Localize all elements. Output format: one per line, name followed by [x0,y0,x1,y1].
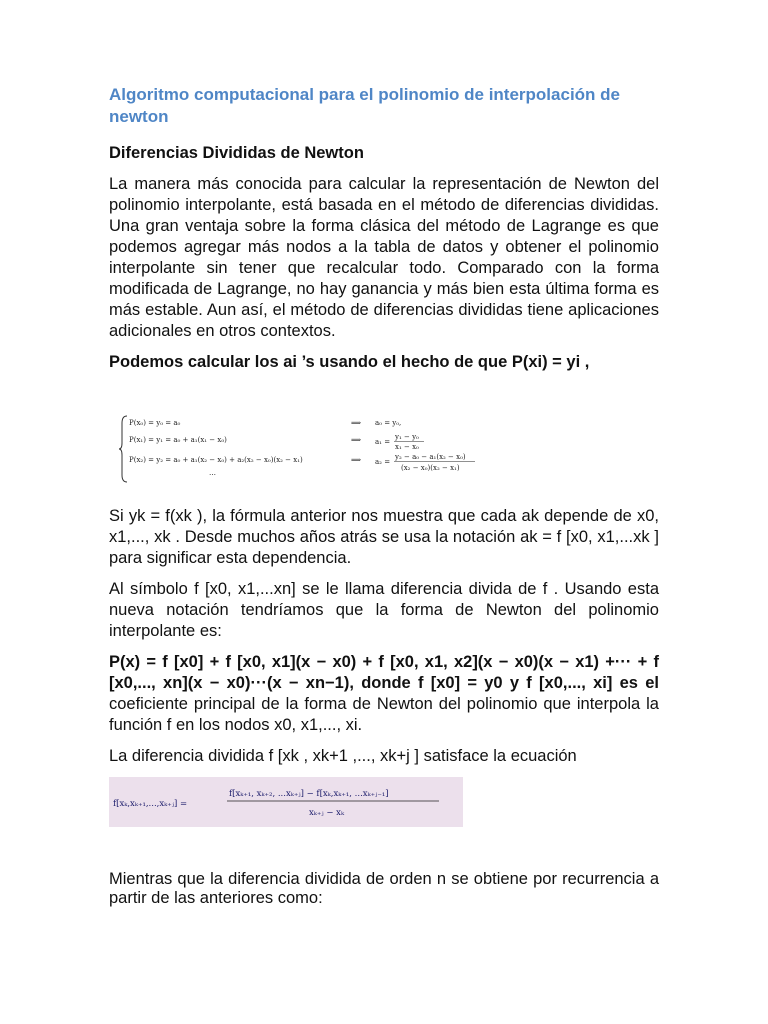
a1-label: a₁ = [375,438,391,446]
newton-form-description: coeficiente principal de la forma de Newton del polinomio que interpola la función f en los nodos x0, x1,..., xi. [109,695,659,734]
section-heading: Diferencias Divididas de Newton [109,144,364,162]
paragraph-recurrence: Mientras que la diferencia dividida de orden n se obtiene por recurrencia a partir de las anteriores como: [109,870,659,907]
equation-system-image [119,413,479,485]
document-page [109,84,659,908]
system-row-3-left: P(x₂) = y₂ = a₀ + a₁(x₂ − x₀) + a₂(x₂ − x₀)(x₂ − x₁) [129,456,303,464]
paragraph-recurrence-intro: La diferencia dividida f [xk , xk+1 ,..., xk+j ] satisface la ecuación [109,747,577,765]
paragraph-divided-difference: Al símbolo f [x0, x1,...xn] se le llama diferencia divida de f . Usando esta nueva notación tendríamos que la forma de Newton del polinomio interpolante es: [109,580,659,640]
arrow-3: ⟹ [351,456,362,464]
paragraph-notation: Si yk = f(xk ), la fórmula anterior nos muestra que cada ak depende de x0, x1,..., xk . Desde muchos años atrás se usa la notación ak = f [x0, x1,...xk ] para significar esta dependencia. [109,507,659,567]
a2-label: a₂ = [375,458,391,466]
system-row-1-left: P(x₀) = y₀ = a₀ [129,419,181,427]
system-row-2-left: P(x₁) = y₁ = a₀ + a₁(x₁ − x₀) [129,436,227,444]
formula-denominator: xₖ₊ⱼ − xₖ [309,808,345,818]
a0-result: a₀ = y₀, [375,419,402,427]
arrow-2: ⟹ [351,436,362,444]
intro-paragraph: La manera más conocida para calcular la representación de Newton del polinomio interpolante, está basada en el método de diferencias divididas. Una gran ventaja sobre la forma clásica del método de Lagrange es que podemos agregar más nodos a la tabla de datos y obtener el polinomio interpolante sin tener que recalcular todo. Comparado con la forma modificada de Lagrange, no hay ganancia y más bien esta última forma es más estable. Aun así, el método de diferencias divididas tiene aplicaciones adicionales en otros contextos. [109,175,659,340]
paragraph-newton-form [109,652,659,736]
bold-statement: Podemos calcular los ai ’s usando el hecho de que P(xi) = yi , [109,353,590,371]
document-title: Algoritmo computacional para el polinomio de interpolación de newton [109,85,620,126]
a2-numerator: y₂ − a₀ − a₁(x₂ − x₀) [395,453,466,461]
formula-lhs: f[xₖ,xₖ₊₁,...,xₖ₊ⱼ] = [113,799,188,809]
divided-difference-formula-image [109,777,463,827]
formula-numerator: f[xₖ₊₁, xₖ₊₂, ...xₖ₊ⱼ] − f[xₖ,xₖ₊₁, ...xₖ₊ⱼ₋₁] [229,789,389,799]
system-ellipsis: ⋯ [209,471,216,479]
a1-denominator: x₁ − x₀ [395,443,419,451]
arrow-1: ⟹ [351,419,362,427]
a2-denominator: (x₂ − x₀)(x₂ − x₁) [401,464,460,472]
newton-form-formula: P(x) = f [x0] + f [x0, x1](x − x0) + f [x0, x1, x2](x − x0)(x − x1) +··· + f [x0,..., xn](x − x0)···(x − xn−1), donde f [x0] = y0 y f [x0,..., xi] es el [109,653,659,692]
a1-numerator: y₁ − y₀ [395,433,419,441]
